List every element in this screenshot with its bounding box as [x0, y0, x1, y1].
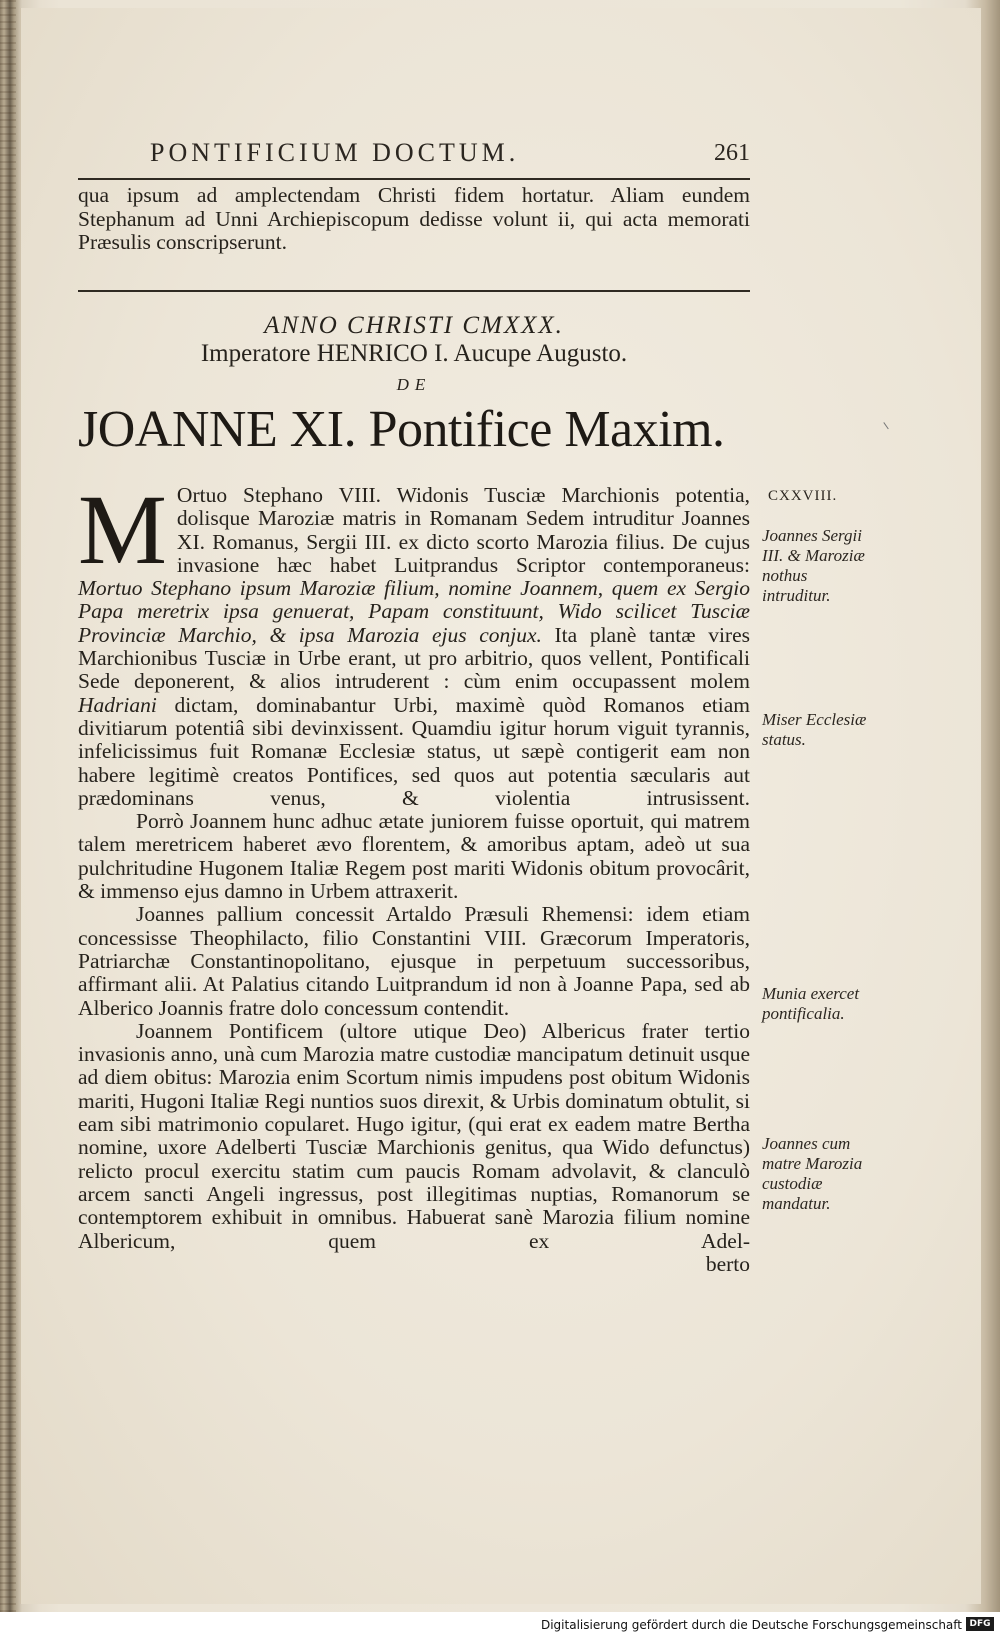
p1-part-b: Ita planè tantæ vires Marchionibus Tusciæ in Urbe erant, ut pro arbitrio, quos vellent, Pontificali Sede deponerent, & alios intruderent : cùm enim occupassent molem: [78, 622, 750, 694]
margin-note-3: Munia exercet pontificalia.: [762, 984, 860, 1023]
catchword: berto: [705, 1251, 750, 1276]
catchword-line: [78, 1253, 750, 1276]
margin-note-4: Joannes cum matre Marozia custodiæ mandatur.: [762, 1134, 863, 1213]
p4-text: Joannem Pontificem (ultore utique Deo) Albericus frater tertio invasionis anno, unà cum Marozia matre custodiæ mancipatum detinuit usque ad diem obitus: Marozia enim Scortum nimis impudens post obitum Widonis mariti, Hugoni Italiæ Regi nuntios suos direxit, & Urbis dominatum obtulit, si eam sibi matrimonio copularet. Hugo igitur, (qui erat ex eadem matre Bertha nomine, uxore Adelberti Tusciæ Marchionis genitus, qua Wido defunctus) relicto procul exercitu statim cum paucis Romam advolavit, & clanculò arcem sancti Angeli ingressus, post illegitimas nuptias, Romanorum se contemptorem exhibuit in omnibus. Habuerat sanè Marozia filium nomine Albericum, quem ex Adel-: [78, 1018, 750, 1253]
section-rule: [78, 290, 750, 292]
chapter-title: JOANNE XI. Pontifice Maxim.: [78, 401, 725, 458]
running-title: PONTIFICIUM DOCTUM.: [150, 138, 520, 167]
de-heading: DE: [396, 375, 432, 394]
intro-paragraph: [78, 184, 750, 255]
paragraph-2: [78, 810, 750, 903]
anno-heading: ANNO CHRISTI CMXXX.: [264, 312, 564, 339]
running-head: [150, 138, 750, 178]
p3-text: Joannes pallium concessit Artaldo Præsuli Rhemensi: idem etiam concessisse Theophilacto, filio Constantini VIII. Græcorum Imperatoris, Patriarchæ Constantinopolitano, ejusque in perpetuum successoribus, affirmant alii. At Palatius citando Luitprandum id non à Joanne Papa, sed ab Alberico Joannis fratre dolo concessum contendit.: [78, 902, 750, 1020]
paragraph-4: [78, 1020, 750, 1253]
margin-note-2: Miser Ecclesiæ status.: [762, 710, 867, 749]
p2-text: Porrò Joannem hunc adhuc ætate juniorem fuisse oportuit, qui matrem talem meretricem haberet ævo florentem, & amoribus aptam, adeò ut sua pulchritudine Hugonem Italiæ Regem post mariti Widonis obitum provocârit, & immenso ejus damno in Urbem attraxerit.: [78, 809, 750, 904]
imperatore-heading: Imperatore HENRICO I. Aucupe Augusto.: [200, 340, 628, 367]
p1-part-c: dictam, dominabantur Urbi, maximè quòd Romanos etiam divitiarum potentiâ sibi devinxissent. Quamdiu igitur horum viguit tyrannis, infelicissimus fuit Romanæ Ecclesiæ status, ut sæpè contigerit eam non habere legitimè creatos Pontifices, sed quos aut potentia sæcularis aut prædominans venus, & violentia intrusissent.: [78, 692, 750, 810]
paragraph-3: [78, 903, 750, 1019]
footer-bar: [0, 1612, 1000, 1638]
paragraph-1: [78, 474, 750, 810]
dropcap: M: [78, 474, 167, 585]
p1-hadriani: Hadriani: [78, 692, 157, 717]
page-number: 261: [714, 140, 750, 166]
body-text: [78, 474, 750, 1276]
intro-text: qua ipsum ad amplectendam Christi fidem hortatur. Aliam eundem Stephanum ad Unni Archiepiscopum dedisse volunt ii, qui acta memorati Præsulis conscripserunt.: [78, 183, 750, 254]
p1-quote: Mortuo Stephano ipsum Maroziæ filium, nomine Joannem, quem ex Sergio Papa meretrix ipsa genuerat, Papam constituunt, Wido scilicet Tusciæ Provinciæ Marchio, & ipsa Marozia ejus conjux.: [78, 576, 750, 647]
book-edge: [0, 0, 16, 1612]
dfg-logo-icon: DFG: [966, 1617, 994, 1631]
p1-part-a: Ortuo Stephano VIII. Widonis Tusciæ Marchionis potentia, dolisque Maroziæ matris in Romanam Sedem intruditur Joannes XI. Romanus, Sergii III. ex dicto scorto Marozia filius. De cujus invasione hæc habet Luitprandus Scriptor contemporaneus:: [176, 483, 750, 577]
margin-note-1: Joannes Sergii III. & Maroziæ nothus intruditur.: [762, 526, 865, 605]
header-rule: [78, 178, 750, 180]
margin-number: CXXVIII.: [768, 488, 838, 504]
footer-credit: Digitalisierung gefördert durch die Deutsche Forschungsgemeinschaft: [540, 1618, 962, 1632]
